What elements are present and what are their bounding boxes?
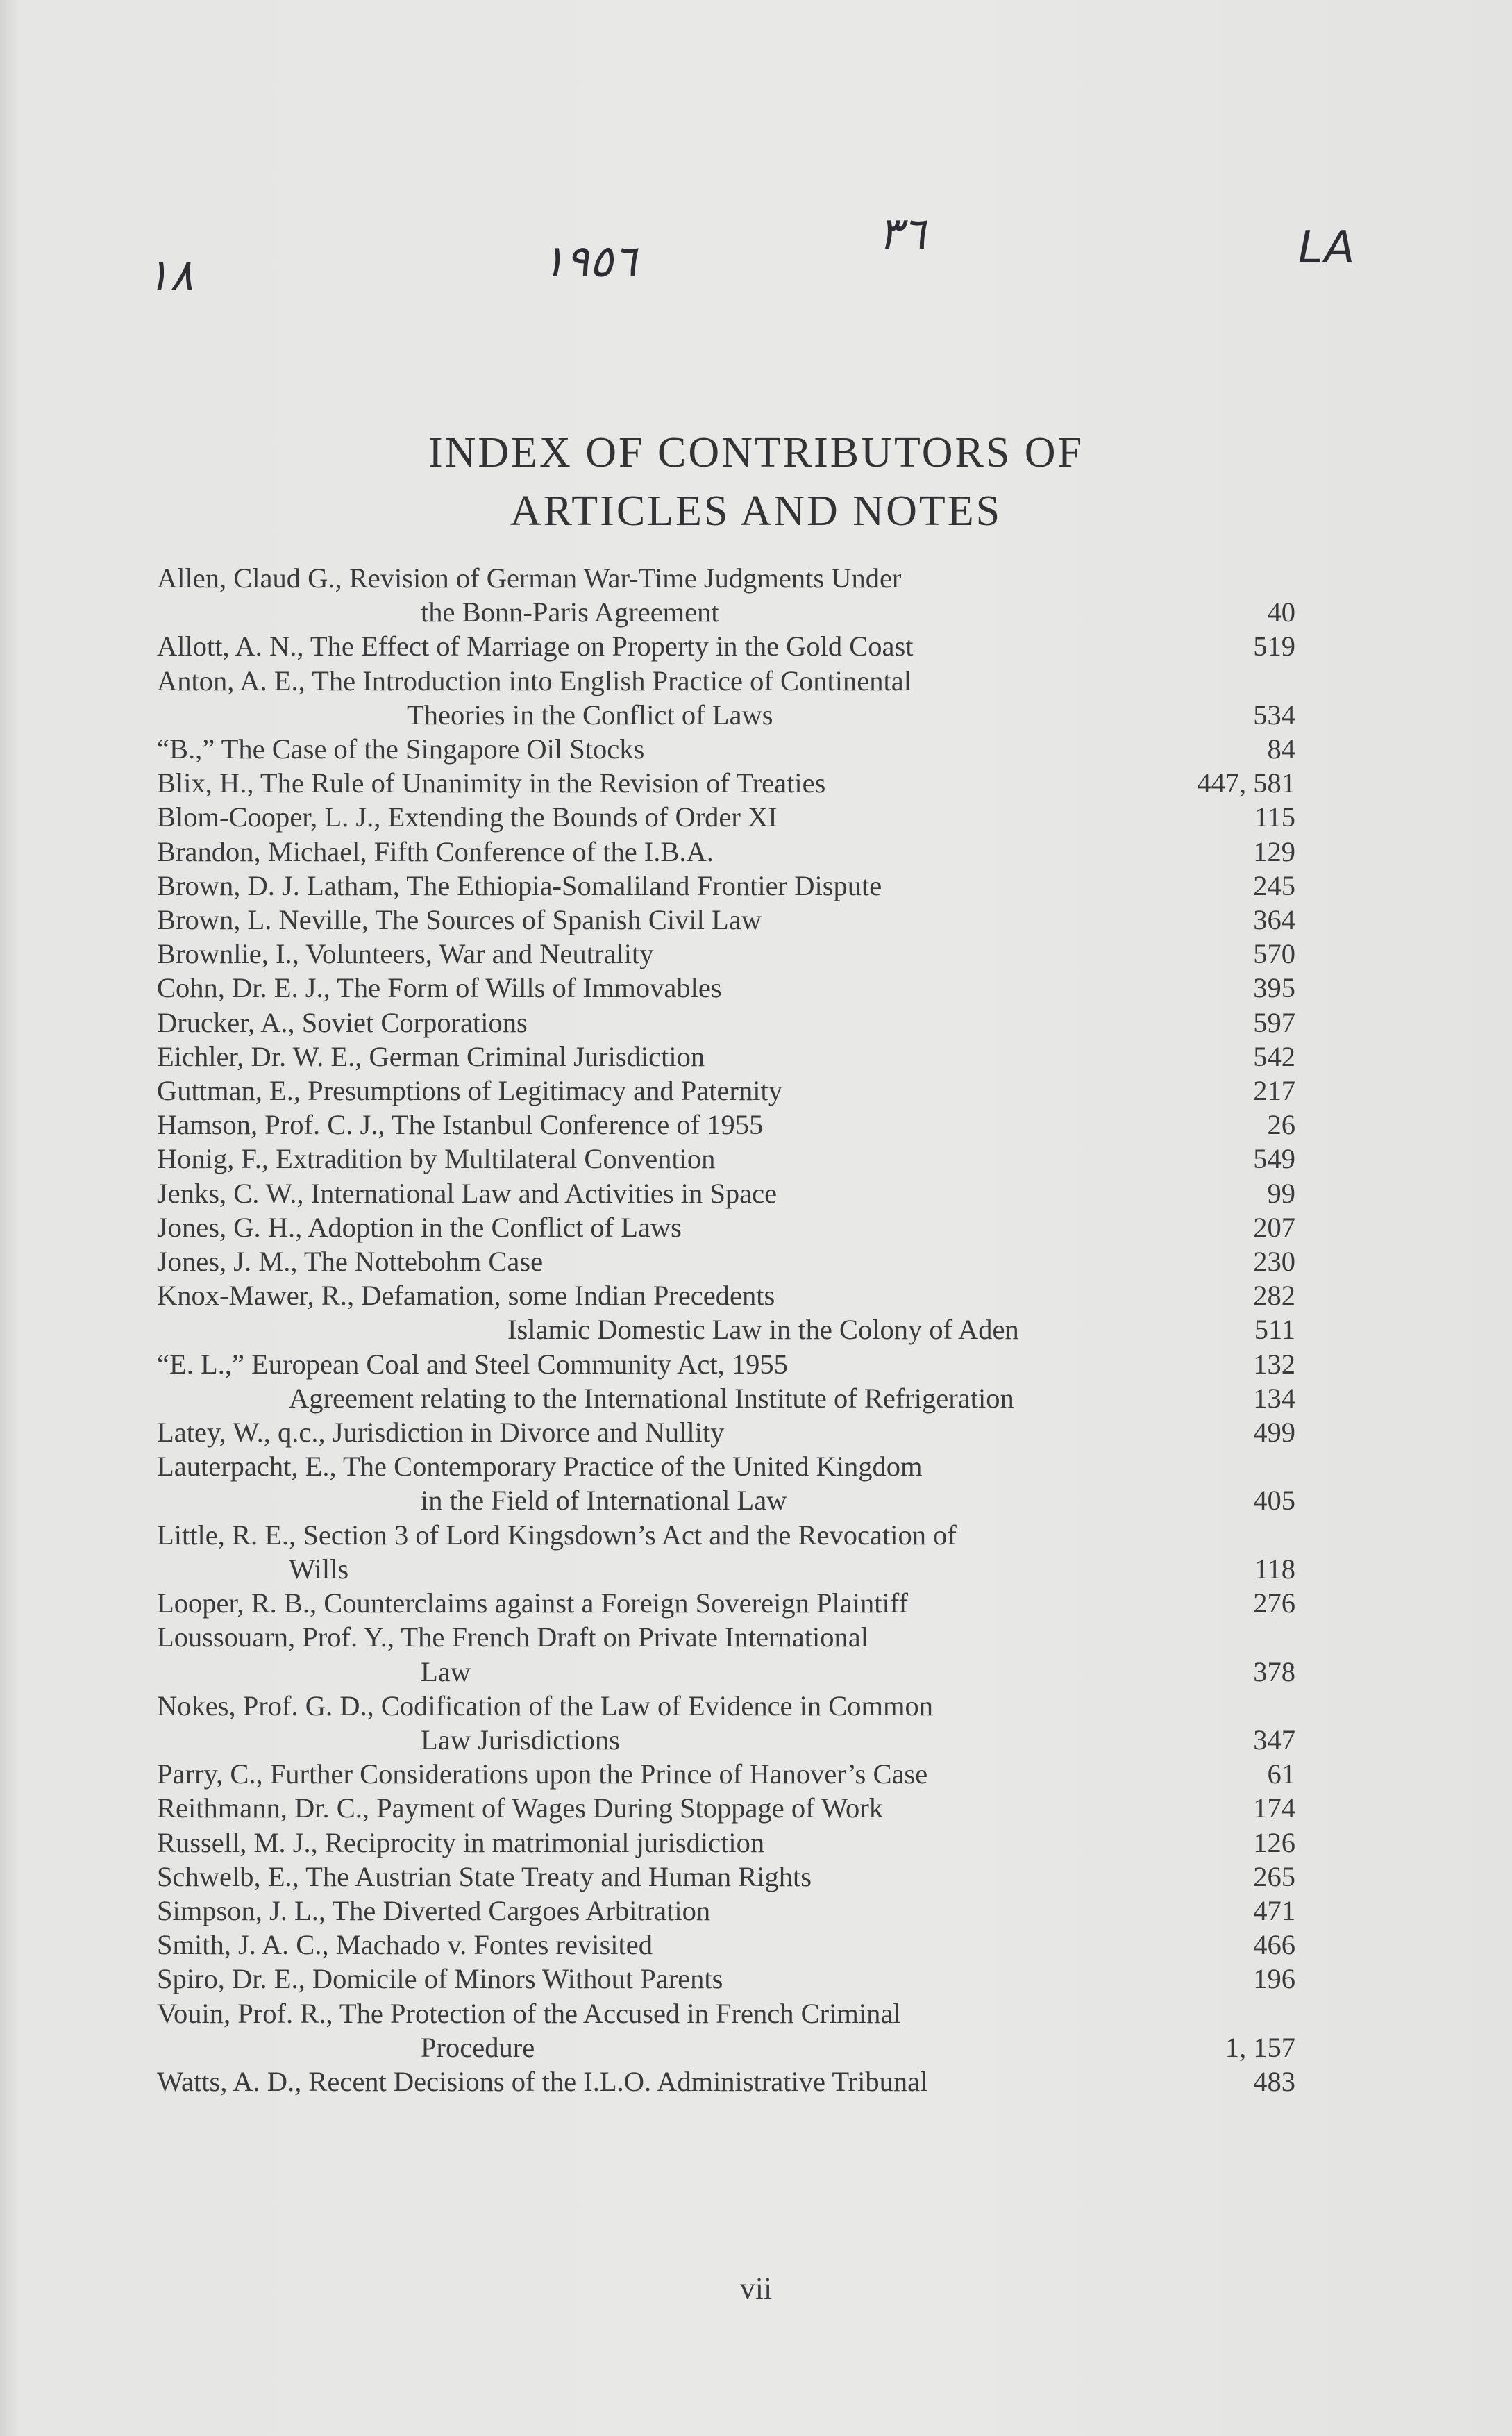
page-number: vii (739, 2271, 773, 2305)
entry-text: in the Field of International Law (421, 1485, 787, 1517)
index-entry-line (157, 595, 1295, 629)
entry-page-number: 1, 157 (1225, 2031, 1295, 2063)
index-entry (157, 1210, 1295, 1244)
index-entry (157, 1518, 1295, 1586)
entry-text: Spiro, Dr. E., Domicile of Minors Without Parents (157, 1963, 723, 1995)
entry-page-number: 40 (1267, 597, 1295, 628)
entry-page-number: 378 (1253, 1655, 1295, 1687)
entry-text: Allen, Claud G., Revision of German War-Time Judgments Under (157, 562, 902, 594)
entry-text: Schwelb, E., The Austrian State Treaty and Human Rights (157, 1860, 812, 1892)
entry-page-number: 534 (1253, 699, 1295, 731)
index-entry-line (157, 1108, 1295, 1142)
index-entry (157, 1074, 1295, 1108)
entry-page-number: 499 (1253, 1417, 1295, 1449)
entry-page-number: 466 (1253, 1929, 1295, 1961)
entry-text: Blix, H., The Rule of Unanimity in the Revision of Treaties (157, 767, 826, 799)
index-entry-line (157, 1415, 1295, 1449)
entry-text: Reithmann, Dr. C., Payment of Wages During Stoppage of Work (157, 1792, 883, 1824)
entry-text: Islamic Domestic Law in the Colony of Aden (507, 1314, 1019, 1346)
entry-text: Drucker, A., Soviet Corporations (157, 1006, 528, 1038)
index-entry-line (157, 698, 1295, 732)
index-entry-line (157, 1757, 1295, 1791)
marginalia-mark-2: ١٩٥٦ (541, 236, 637, 287)
index-entry (157, 732, 1295, 766)
entry-page-number: 207 (1253, 1211, 1295, 1243)
index-entry-line (157, 800, 1295, 834)
entry-text: Theories in the Conflict of Laws (407, 699, 773, 731)
entry-page-number: 570 (1253, 938, 1295, 970)
index-entry (157, 1757, 1295, 1791)
entry-page-number: 26 (1267, 1109, 1295, 1141)
index-entry (157, 1176, 1295, 1210)
index-entry (157, 766, 1295, 800)
entry-page-number: 118 (1254, 1553, 1295, 1585)
index-entry-line (157, 1655, 1295, 1689)
entry-page-number: 276 (1253, 1587, 1295, 1619)
entry-page-number (1286, 1449, 1295, 1483)
index-entry (157, 629, 1295, 663)
index-entry (157, 1689, 1295, 1757)
entry-text: Cohn, Dr. E. J., The Form of Wills of Immovables (157, 972, 722, 1004)
index-entry (157, 1962, 1295, 1996)
entry-page-number: 61 (1267, 1758, 1295, 1790)
entry-text: “B.,” The Case of the Singapore Oil Stocks (157, 733, 645, 765)
index-entry (157, 1826, 1295, 1860)
index-entry-line (157, 1860, 1295, 1894)
index-entry-line (157, 1176, 1295, 1210)
index-entry-line (157, 869, 1295, 903)
page-title-line-2: ARTICLES AND NOTES (510, 487, 1002, 535)
entry-page-number: 405 (1253, 1485, 1295, 1517)
index-entry-line (157, 1483, 1295, 1517)
entry-text: Loussouarn, Prof. Y., The French Draft on Private International (157, 1621, 869, 1653)
index-entry (157, 869, 1295, 903)
entry-text: Simpson, J. L., The Diverted Cargoes Arbitration (157, 1894, 711, 1926)
index-entry-line (157, 1449, 1295, 1483)
index-entry (157, 1244, 1295, 1278)
marginalia-mark-4: LA (1298, 222, 1356, 274)
entry-page-number: 471 (1253, 1894, 1295, 1926)
index-entry-line (157, 1142, 1295, 1176)
entry-page-number: 364 (1253, 904, 1295, 936)
entry-text: Agreement relating to the International Institute of Refrigeration (289, 1382, 1014, 1414)
entry-page-number: 395 (1253, 972, 1295, 1004)
index-entry-line (157, 1962, 1295, 1996)
entry-page-number: 519 (1253, 631, 1295, 662)
index-entry-line (157, 1040, 1295, 1074)
index-entry (157, 561, 1295, 629)
entry-text: Vouin, Prof. R., The Protection of the Accused in French Criminal (157, 1997, 901, 2029)
index-entry-line (157, 2030, 1295, 2064)
index-entry (157, 1449, 1295, 1517)
entry-page-number: 99 (1267, 1177, 1295, 1209)
index-entry (157, 1142, 1295, 1176)
index-entry-line (157, 971, 1295, 1005)
entry-text: Lauterpacht, E., The Contemporary Practice of the United Kingdom (157, 1451, 923, 1483)
entry-page-number: 265 (1253, 1860, 1295, 1892)
contributor-index-list (157, 561, 1295, 2099)
index-entry-line (157, 903, 1295, 937)
marginalia-mark-1: ١٨ (146, 250, 194, 301)
index-entry-line (157, 1689, 1295, 1723)
index-entry (157, 903, 1295, 937)
index-entry (157, 1347, 1295, 1415)
entry-text: Jones, J. M., The Nottebohm Case (157, 1246, 544, 1278)
index-entry (157, 937, 1295, 971)
entry-text: Brownlie, I., Volunteers, War and Neutrality (157, 938, 654, 970)
entry-page-number: 134 (1253, 1382, 1295, 1414)
index-entry (157, 664, 1295, 732)
index-entry (157, 1040, 1295, 1074)
index-entry-line (157, 937, 1295, 971)
entry-text: Watts, A. D., Recent Decisions of the I.L.O. Administrative Tribunal (157, 2065, 928, 2097)
entry-text: Jones, G. H., Adoption in the Conflict of Laws (157, 1211, 682, 1243)
entry-page-number: 483 (1253, 2065, 1295, 2097)
entry-text: Smith, J. A. C., Machado v. Fontes revisited (157, 1929, 653, 1961)
entry-text: Wills (289, 1553, 349, 1585)
marginalia-mark-3: ٣٦ (878, 208, 926, 260)
entry-page-number: 447, 581 (1197, 767, 1295, 799)
entry-page-number (1286, 1996, 1295, 2030)
index-entry-line (157, 1278, 1295, 1312)
entry-page-number (1286, 1620, 1295, 1654)
entry-page-number: 132 (1253, 1348, 1295, 1380)
entry-page-number: 282 (1253, 1280, 1295, 1312)
entry-page-number: 597 (1253, 1006, 1295, 1038)
entry-text: Honig, F., Extradition by Multilateral Convention (157, 1143, 716, 1175)
index-entry (157, 1996, 1295, 2064)
index-entry (157, 800, 1295, 834)
index-entry-line (157, 1791, 1295, 1825)
entry-page-number: 549 (1253, 1143, 1295, 1175)
entry-text: Russell, M. J., Reciprocity in matrimonial jurisdiction (157, 1826, 765, 1858)
index-entry-line (157, 561, 1295, 595)
entry-page-number: 217 (1253, 1075, 1295, 1107)
index-entry (157, 1620, 1295, 1688)
entry-text: Latey, W., q.c., Jurisdiction in Divorce and Nullity (157, 1417, 725, 1449)
index-entry (157, 1928, 1295, 1962)
entry-text: Nokes, Prof. G. D., Codification of the Law of Evidence in Common (157, 1690, 934, 1721)
entry-page-number: 196 (1253, 1963, 1295, 1995)
entry-page-number: 542 (1253, 1040, 1295, 1072)
entry-page-number: 245 (1253, 869, 1295, 901)
index-entry (157, 971, 1295, 1005)
entry-text: the Bonn-Paris Agreement (421, 597, 719, 628)
entry-text: Guttman, E., Presumptions of Legitimacy and Paternity (157, 1075, 782, 1107)
index-entry (157, 1006, 1295, 1040)
index-entry-line (157, 1826, 1295, 1860)
index-entry-line (157, 1210, 1295, 1244)
page-title (0, 424, 1512, 540)
index-entry-line (157, 629, 1295, 663)
index-entry-line (157, 1586, 1295, 1620)
index-entry-line (157, 1928, 1295, 1962)
entry-page-number: 347 (1253, 1724, 1295, 1755)
entry-text: Little, R. E., Section 3 of Lord Kingsdown’s Act and the Revocation of (157, 1519, 957, 1551)
entry-text: Looper, R. B., Counterclaims against a Foreign Sovereign Plaintiff (157, 1587, 908, 1619)
entry-page-number: 126 (1253, 1826, 1295, 1858)
page-title-line-1: INDEX OF CONTRIBUTORS OF (428, 429, 1084, 476)
index-entry-line (157, 2064, 1295, 2099)
entry-text: Law Jurisdictions (421, 1724, 620, 1755)
entry-text: Procedure (421, 2031, 535, 2063)
entry-page-number (1286, 664, 1295, 698)
index-entry-line (157, 1518, 1295, 1552)
entry-text: Jenks, C. W., International Law and Activities in Space (157, 1177, 778, 1209)
entry-page-number: 129 (1253, 835, 1295, 867)
index-entry-line (157, 1996, 1295, 2030)
index-entry (157, 1278, 1295, 1346)
index-entry-line (157, 1552, 1295, 1586)
index-entry (157, 1860, 1295, 1894)
index-entry (157, 1108, 1295, 1142)
index-entry-line (157, 1381, 1295, 1415)
entry-text: Brown, D. J. Latham, The Ethiopia-Somaliland Frontier Dispute (157, 869, 882, 901)
entry-page-number: 174 (1253, 1792, 1295, 1824)
index-entry-line (157, 1347, 1295, 1381)
entry-text: Knox-Mawer, R., Defamation, some Indian Precedents (157, 1280, 775, 1312)
entry-page-number (1286, 1518, 1295, 1552)
index-entry (157, 1894, 1295, 1928)
entry-page-number: 115 (1254, 801, 1295, 833)
entry-text: Hamson, Prof. C. J., The Istanbul Conference of 1955 (157, 1109, 764, 1141)
index-entry (157, 835, 1295, 869)
index-entry-line (157, 835, 1295, 869)
entry-page-number: 511 (1254, 1314, 1295, 1346)
index-entry-line (157, 1620, 1295, 1654)
index-entry (157, 2064, 1295, 2099)
index-entry (157, 1586, 1295, 1620)
entry-text: Blom-Cooper, L. J., Extending the Bounds of Order XI (157, 801, 778, 833)
index-entry-line (157, 1244, 1295, 1278)
handwritten-marginalia (0, 208, 1512, 306)
entry-page-number (1286, 561, 1295, 595)
entry-page-number: 84 (1267, 733, 1295, 765)
index-entry (157, 1415, 1295, 1449)
index-entry-line (157, 1723, 1295, 1757)
entry-text: Law (421, 1655, 471, 1687)
entry-text: Parry, C., Further Considerations upon the Prince of Hanover’s Case (157, 1758, 928, 1790)
entry-text: Allott, A. N., The Effect of Marriage on Property in the Gold Coast (157, 631, 914, 662)
index-entry (157, 1791, 1295, 1825)
index-entry-line (157, 1894, 1295, 1928)
index-entry-line (157, 1312, 1295, 1346)
entry-page-number (1286, 1689, 1295, 1723)
entry-text: Brandon, Michael, Fifth Conference of the I.B.A. (157, 835, 714, 867)
entry-text: “E. L.,” European Coal and Steel Community Act, 1955 (157, 1348, 788, 1380)
index-entry-line (157, 1006, 1295, 1040)
entry-text: Brown, L. Neville, The Sources of Spanish Civil Law (157, 904, 762, 936)
index-entry-line (157, 766, 1295, 800)
entry-text: Anton, A. E., The Introduction into English Practice of Continental (157, 665, 912, 696)
index-entry-line (157, 732, 1295, 766)
index-entry-line (157, 664, 1295, 698)
index-entry-line (157, 1074, 1295, 1108)
entry-page-number: 230 (1253, 1246, 1295, 1278)
entry-text: Eichler, Dr. W. E., German Criminal Jurisdiction (157, 1040, 705, 1072)
